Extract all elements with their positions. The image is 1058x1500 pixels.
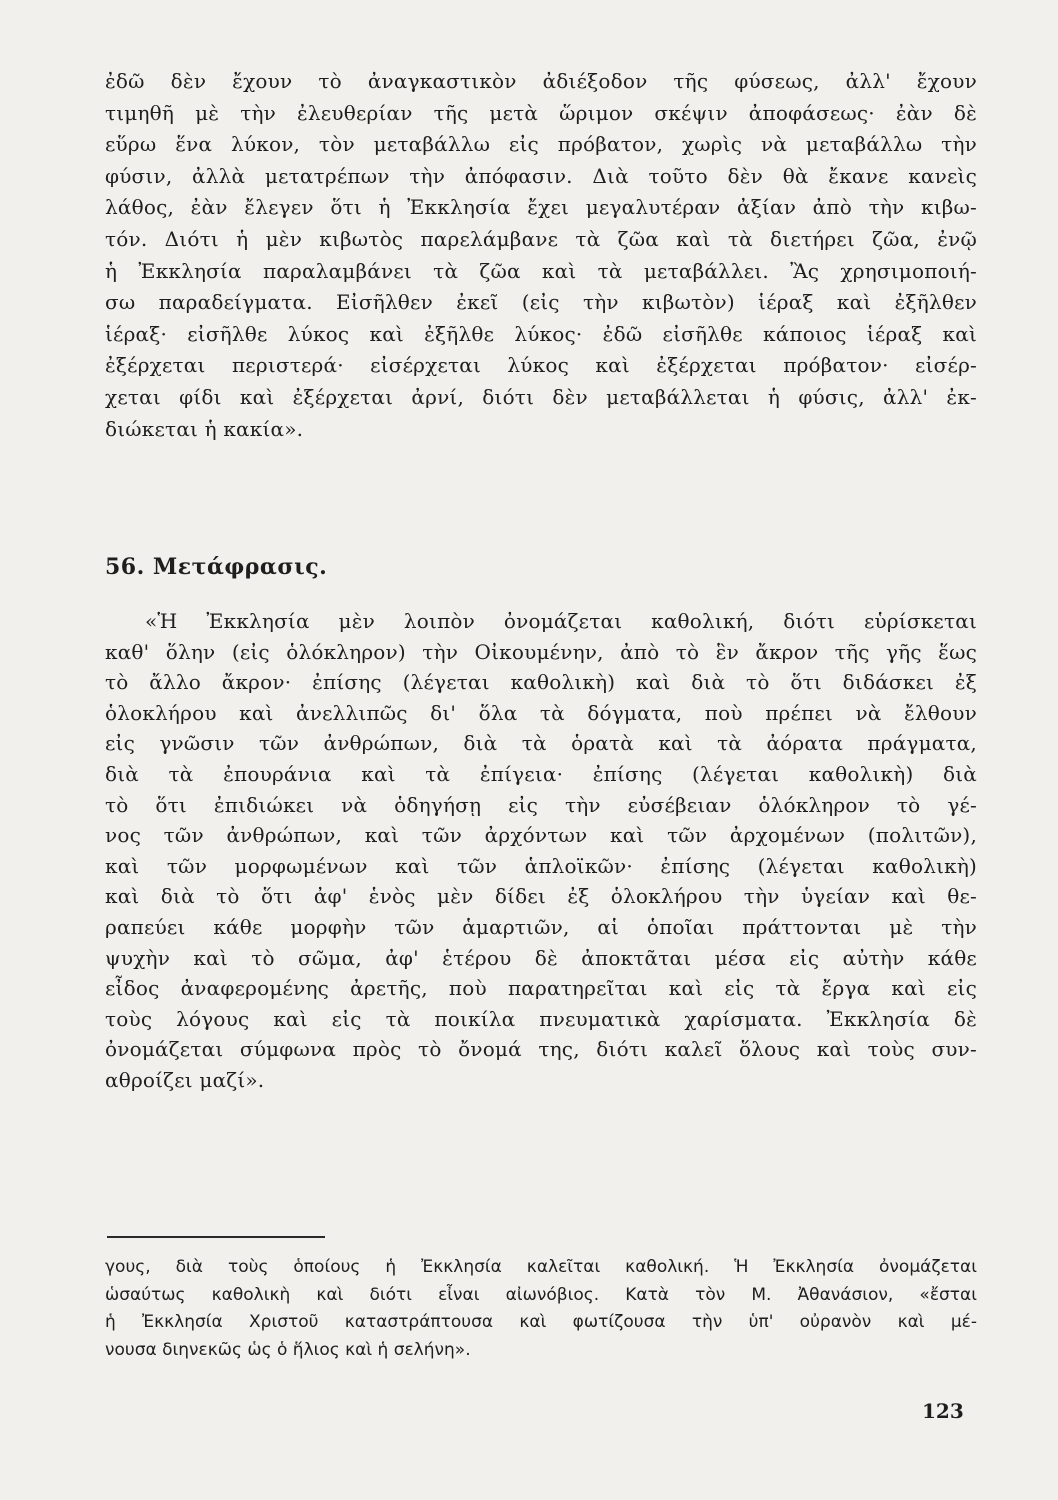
text-line: νος τῶν ἀνθρώπων, καὶ τῶν ἀρχόντων καὶ τῶν ἀρχομένων (πολιτῶν), bbox=[105, 823, 977, 848]
text-line: λάθος, ἐὰν ἔλεγεν ὅτι ἡ Ἐκκλησία ἔχει μεγαλυτέραν ἀξίαν ἀπὸ τὴν κιβω- bbox=[105, 195, 977, 220]
text-line: φύσιν, ἀλλὰ μετατρέπων τὴν ἀπόφασιν. Διὰ τοῦτο δὲν θὰ ἔκανε κανεὶς bbox=[105, 163, 977, 188]
footnote-line: νουσα διηνεκῶς ὡς ὁ ἥλιος καὶ ἡ σελήνη». bbox=[105, 1339, 471, 1360]
footnote-line: γους, διὰ τοὺς ὁποίους ἡ Ἐκκλησία καλεῖται καθολική. Ἡ Ἐκκλησία ὀνομάζεται bbox=[105, 1257, 977, 1277]
text-line: εὕρω ἕνα λύκον, τὸν μεταβάλλω εἰς πρόβατον, χωρὶς νὰ μεταβάλλω τὴν bbox=[105, 132, 977, 157]
footnote-line: ἡ Ἐκκλησία Χριστοῦ καταστράπτουσα καὶ φωτίζουσα τὴν ὑπ' οὐρανὸν καὶ μέ- bbox=[105, 1312, 977, 1333]
section-heading: 56. Μετάφρασις. bbox=[105, 554, 328, 580]
text-line: τιμηθῆ μὲ τὴν ἐλευθερίαν τῆς μετὰ ὥριμον σκέψιν ἀποφάσεως· ἐὰν δὲ bbox=[105, 100, 977, 125]
text-line: τὸ ἄλλο ἄκρον· ἐπίσης (λέγεται καθολικὴ) καὶ διὰ τὸ ὅτι διδάσκει ἐξ bbox=[105, 670, 977, 695]
text-line: «Ἡ Ἐκκλησία μὲν λοιπὸν ὀνομάζεται καθολική, διότι εὑρίσκεται bbox=[145, 609, 977, 633]
text-line: τὸ ὅτι ἐπιδιώκει νὰ ὁδηγήσῃ εἰς τὴν εὐσέβειαν ὁλόκληρον τὸ γέ- bbox=[105, 792, 977, 817]
footnote bbox=[105, 1254, 977, 1364]
text-line: διὰ τὰ ἐπουράνια καὶ τὰ ἐπίγεια· ἐπίσης (λέγεται καθολικὴ) διὰ bbox=[105, 761, 977, 786]
text-line: χεται φίδι καὶ ἐξέρχεται ἀρνί, διότι δὲν μεταβάλλεται ἡ φύσις, ἀλλ' ἐκ- bbox=[105, 384, 977, 409]
text-line: αθροίζει μαζί». bbox=[105, 1067, 265, 1092]
text-line: εἰς γνῶσιν τῶν ἀνθρώπων, διὰ τὰ ὁρατὰ καὶ τὰ ἀόρατα πράγματα, bbox=[105, 731, 977, 756]
text-line: καθ' ὅλην (εἰς ὁλόκληρον) τὴν Οἰκουμένην, ἀπὸ τὸ ἓν ἄκρον τῆς γῆς ἕως bbox=[105, 639, 977, 664]
text-line: ἐδῶ δὲν ἔχουν τὸ ἀναγκαστικὸν ἀδιέξοδον τῆς φύσεως, ἀλλ' ἔχουν bbox=[105, 69, 977, 93]
text-line: ἱέραξ· εἰσῆλθε λύκος καὶ ἐξῆλθε λύκος· ἐδῶ εἰσῆλθε κάποιος ἱέραξ καὶ bbox=[105, 321, 977, 346]
footnote-line: ὡσαύτως καθολικὴ καὶ διότι εἶναι αἰωνόβιος. Κατὰ τὸν Μ. Ἀθανάσιον, «ἔσται bbox=[105, 1284, 977, 1305]
text-line: τοὺς λόγους καὶ εἰς τὰ ποικίλα πνευματικὰ χαρίσματα. Ἐκκλησία δὲ bbox=[105, 1006, 977, 1031]
text-line: καὶ τῶν μορφωμένων καὶ τῶν ἁπλοϊκῶν· ἐπίσης (λέγεται καθολικὴ) bbox=[105, 853, 977, 878]
text-line: ἡ Ἐκκλησία παραλαμβάνει τὰ ζῶα καὶ τὰ μεταβάλλει. Ἂς χρησιμοποιή- bbox=[105, 258, 977, 283]
text-line: ὀνομάζεται σύμφωνα πρὸς τὸ ὄνομά της, διότι καλεῖ ὅλους καὶ τοὺς συν- bbox=[105, 1037, 977, 1062]
page-number: 123 bbox=[922, 1399, 964, 1423]
body-paragraph-continued bbox=[105, 66, 977, 445]
translation-paragraph bbox=[105, 606, 977, 1096]
text-line: τόν. Διότι ἡ μὲν κιβωτὸς παρελάμβανε τὰ ζῶα καὶ τὰ διετήρει ζῶα, ἐνῷ bbox=[105, 226, 977, 251]
footnote-divider bbox=[107, 1236, 325, 1238]
text-line: διώκεται ἡ κακία». bbox=[105, 416, 304, 441]
text-line: ἐξέρχεται περιστερά· εἰσέρχεται λύκος καὶ ἐξέρχεται πρόβατον· εἰσέρ- bbox=[105, 353, 977, 378]
text-line: καὶ διὰ τὸ ὅτι ἀφ' ἑνὸς μὲν δίδει ἐξ ὁλοκλήρου τὴν ὑγείαν καὶ θε- bbox=[105, 884, 977, 909]
text-line: σω παραδείγματα. Εἰσῆλθεν ἐκεῖ (εἰς τὴν κιβωτὸν) ἱέραξ καὶ ἐξῆλθεν bbox=[105, 290, 977, 315]
text-line: ραπεύει κάθε μορφὴν τῶν ἁμαρτιῶν, αἱ ὁποῖαι πράττονται μὲ τὴν bbox=[105, 914, 977, 939]
text-line: ὁλοκλήρου καὶ ἀνελλιπῶς δι' ὅλα τὰ δόγματα, ποὺ πρέπει νὰ ἔλθουν bbox=[105, 700, 977, 725]
text-line: ψυχὴν καὶ τὸ σῶμα, ἀφ' ἑτέρου δὲ ἀποκτᾶται μέσα εἰς αὐτὴν κάθε bbox=[105, 945, 977, 970]
text-line: εἶδος ἀναφερομένης ἀρετῆς, ποὺ παρατηρεῖται καὶ εἰς τὰ ἔργα καὶ εἰς bbox=[105, 976, 977, 1001]
